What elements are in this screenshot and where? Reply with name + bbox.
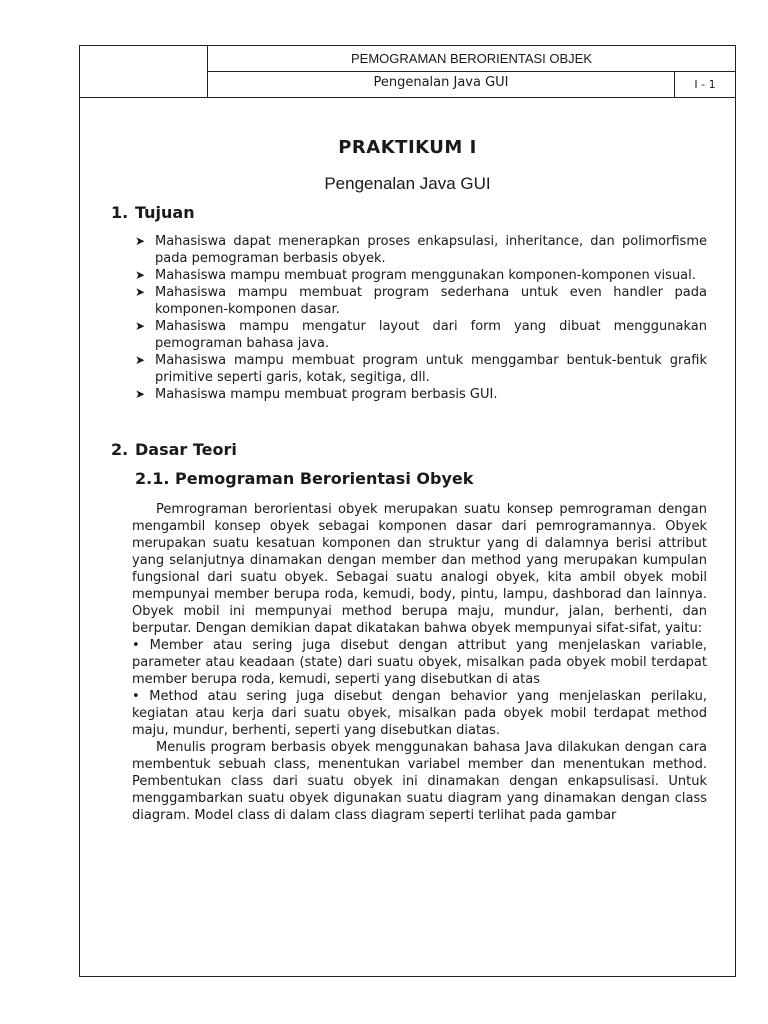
section-label: Tujuan xyxy=(135,203,195,222)
theory-body xyxy=(132,501,707,824)
document-title: PRAKTIKUM I xyxy=(338,137,477,158)
list-item: ➤ Mahasiswa mampu membuat program untuk menggambar bentuk-bentuk grafik primitive seperti garis, kotak, segitiga, dll. xyxy=(135,353,707,385)
header-divider xyxy=(80,97,735,98)
section-heading-tujuan xyxy=(111,203,195,222)
objectives-list xyxy=(135,233,707,403)
arrow-bullet-icon: ➤ xyxy=(135,285,146,299)
document-subtitle: Pengenalan Java GUI xyxy=(324,174,491,193)
list-item: ➤ Mahasiswa mampu mengatur layout dari form yang dibuat menggunakan pemograman bahasa java. xyxy=(135,319,707,351)
arrow-bullet-icon: ➤ xyxy=(135,353,146,367)
header-logo-cell xyxy=(80,46,208,97)
list-item: ➤ Mahasiswa mampu membuat program sederhana untuk even handler pada komponen-komponen dasar. xyxy=(135,285,707,317)
subsection-heading-pbo xyxy=(135,469,473,488)
section-label: Dasar Teori xyxy=(135,440,237,459)
paragraph: • Member atau sering juga disebut dengan attribut yang menjelaskan variable, parameter atau keadaan (state) dari suatu obyek, misalkan pada obyek mobil terdapat member berupa roda, kemudi, seperti yang disebutkan di atas xyxy=(132,638,707,687)
arrow-bullet-icon: ➤ xyxy=(135,268,146,282)
header-course-title: PEMOGRAMAN BERORIENTASI OBJEK xyxy=(208,46,735,72)
arrow-bullet-icon: ➤ xyxy=(135,319,146,333)
paragraph: Menulis program berbasis obyek menggunakan bahasa Java dilakukan dengan cara membentuk sebuah class, menentukan variabel member dan menentukan method. Pembentukan class dari suatu obyek ini dinamakan dengan enkapsulisasi. Untuk menggambarkan suatu obyek digunakan suatu diagram yang dinamakan dengan class diagram. Model class di dalam class diagram seperti terlihat pada gambar xyxy=(132,740,707,823)
list-item: ➤ Mahasiswa mampu membuat program berbasis GUI. xyxy=(135,387,498,402)
list-item: ➤ Mahasiswa dapat menerapkan proses enkapsulasi, inheritance, dan polimorfisme pada pemograman berbasis obyek. xyxy=(135,234,707,266)
document-header xyxy=(80,46,735,98)
section-heading-dasar-teori xyxy=(111,440,237,459)
section-label: Pemograman Berorientasi Obyek xyxy=(175,469,474,488)
paragraph: Pemrograman berorientasi obyek merupakan suatu konsep pemrograman dengan mengambil konsep obyek sebagai komponen dasar dari pemrogramannya. Obyek merupakan suatu kesatuan komponen dan struktur yang di dalamnya berisi attribut yang selanjutnya dinamakan dengan member dan method yang merupakan kumpulan fungsional dari suatu obyek. Sebagai suatu analogi obyek, kita ambil obyek mobil mempunyai member berupa roda, kemudi, body, pintu, lampu, dashborad dan lainnya. Obyek mobil ini mempunyai method berupa maju, mundur, jalan, berhenti, dan berputar. Dengan demikian dapat dikatakan bahwa obyek mempunyai sifat-sifat, yaitu: xyxy=(132,502,707,636)
section-number: 2. xyxy=(111,440,129,459)
arrow-bullet-icon: ➤ xyxy=(135,234,146,248)
page-frame xyxy=(79,45,736,977)
header-topic: Pengenalan Java GUI xyxy=(208,72,675,97)
header-page-number: I - 1 xyxy=(694,78,716,91)
arrow-bullet-icon: ➤ xyxy=(135,387,146,401)
section-number: 1. xyxy=(111,203,129,222)
list-item: ➤ Mahasiswa mampu membuat program menggunakan komponen-komponen visual. xyxy=(135,268,696,283)
section-number: 2.1. xyxy=(135,469,170,488)
paragraph: • Method atau sering juga disebut dengan behavior yang menjelaskan perilaku, kegiatan atau kerja dari suatu obyek, misalkan pada obyek mobil terdapat method maju, mundur, berhenti, seperti yang disebutkan diatas. xyxy=(132,689,707,738)
